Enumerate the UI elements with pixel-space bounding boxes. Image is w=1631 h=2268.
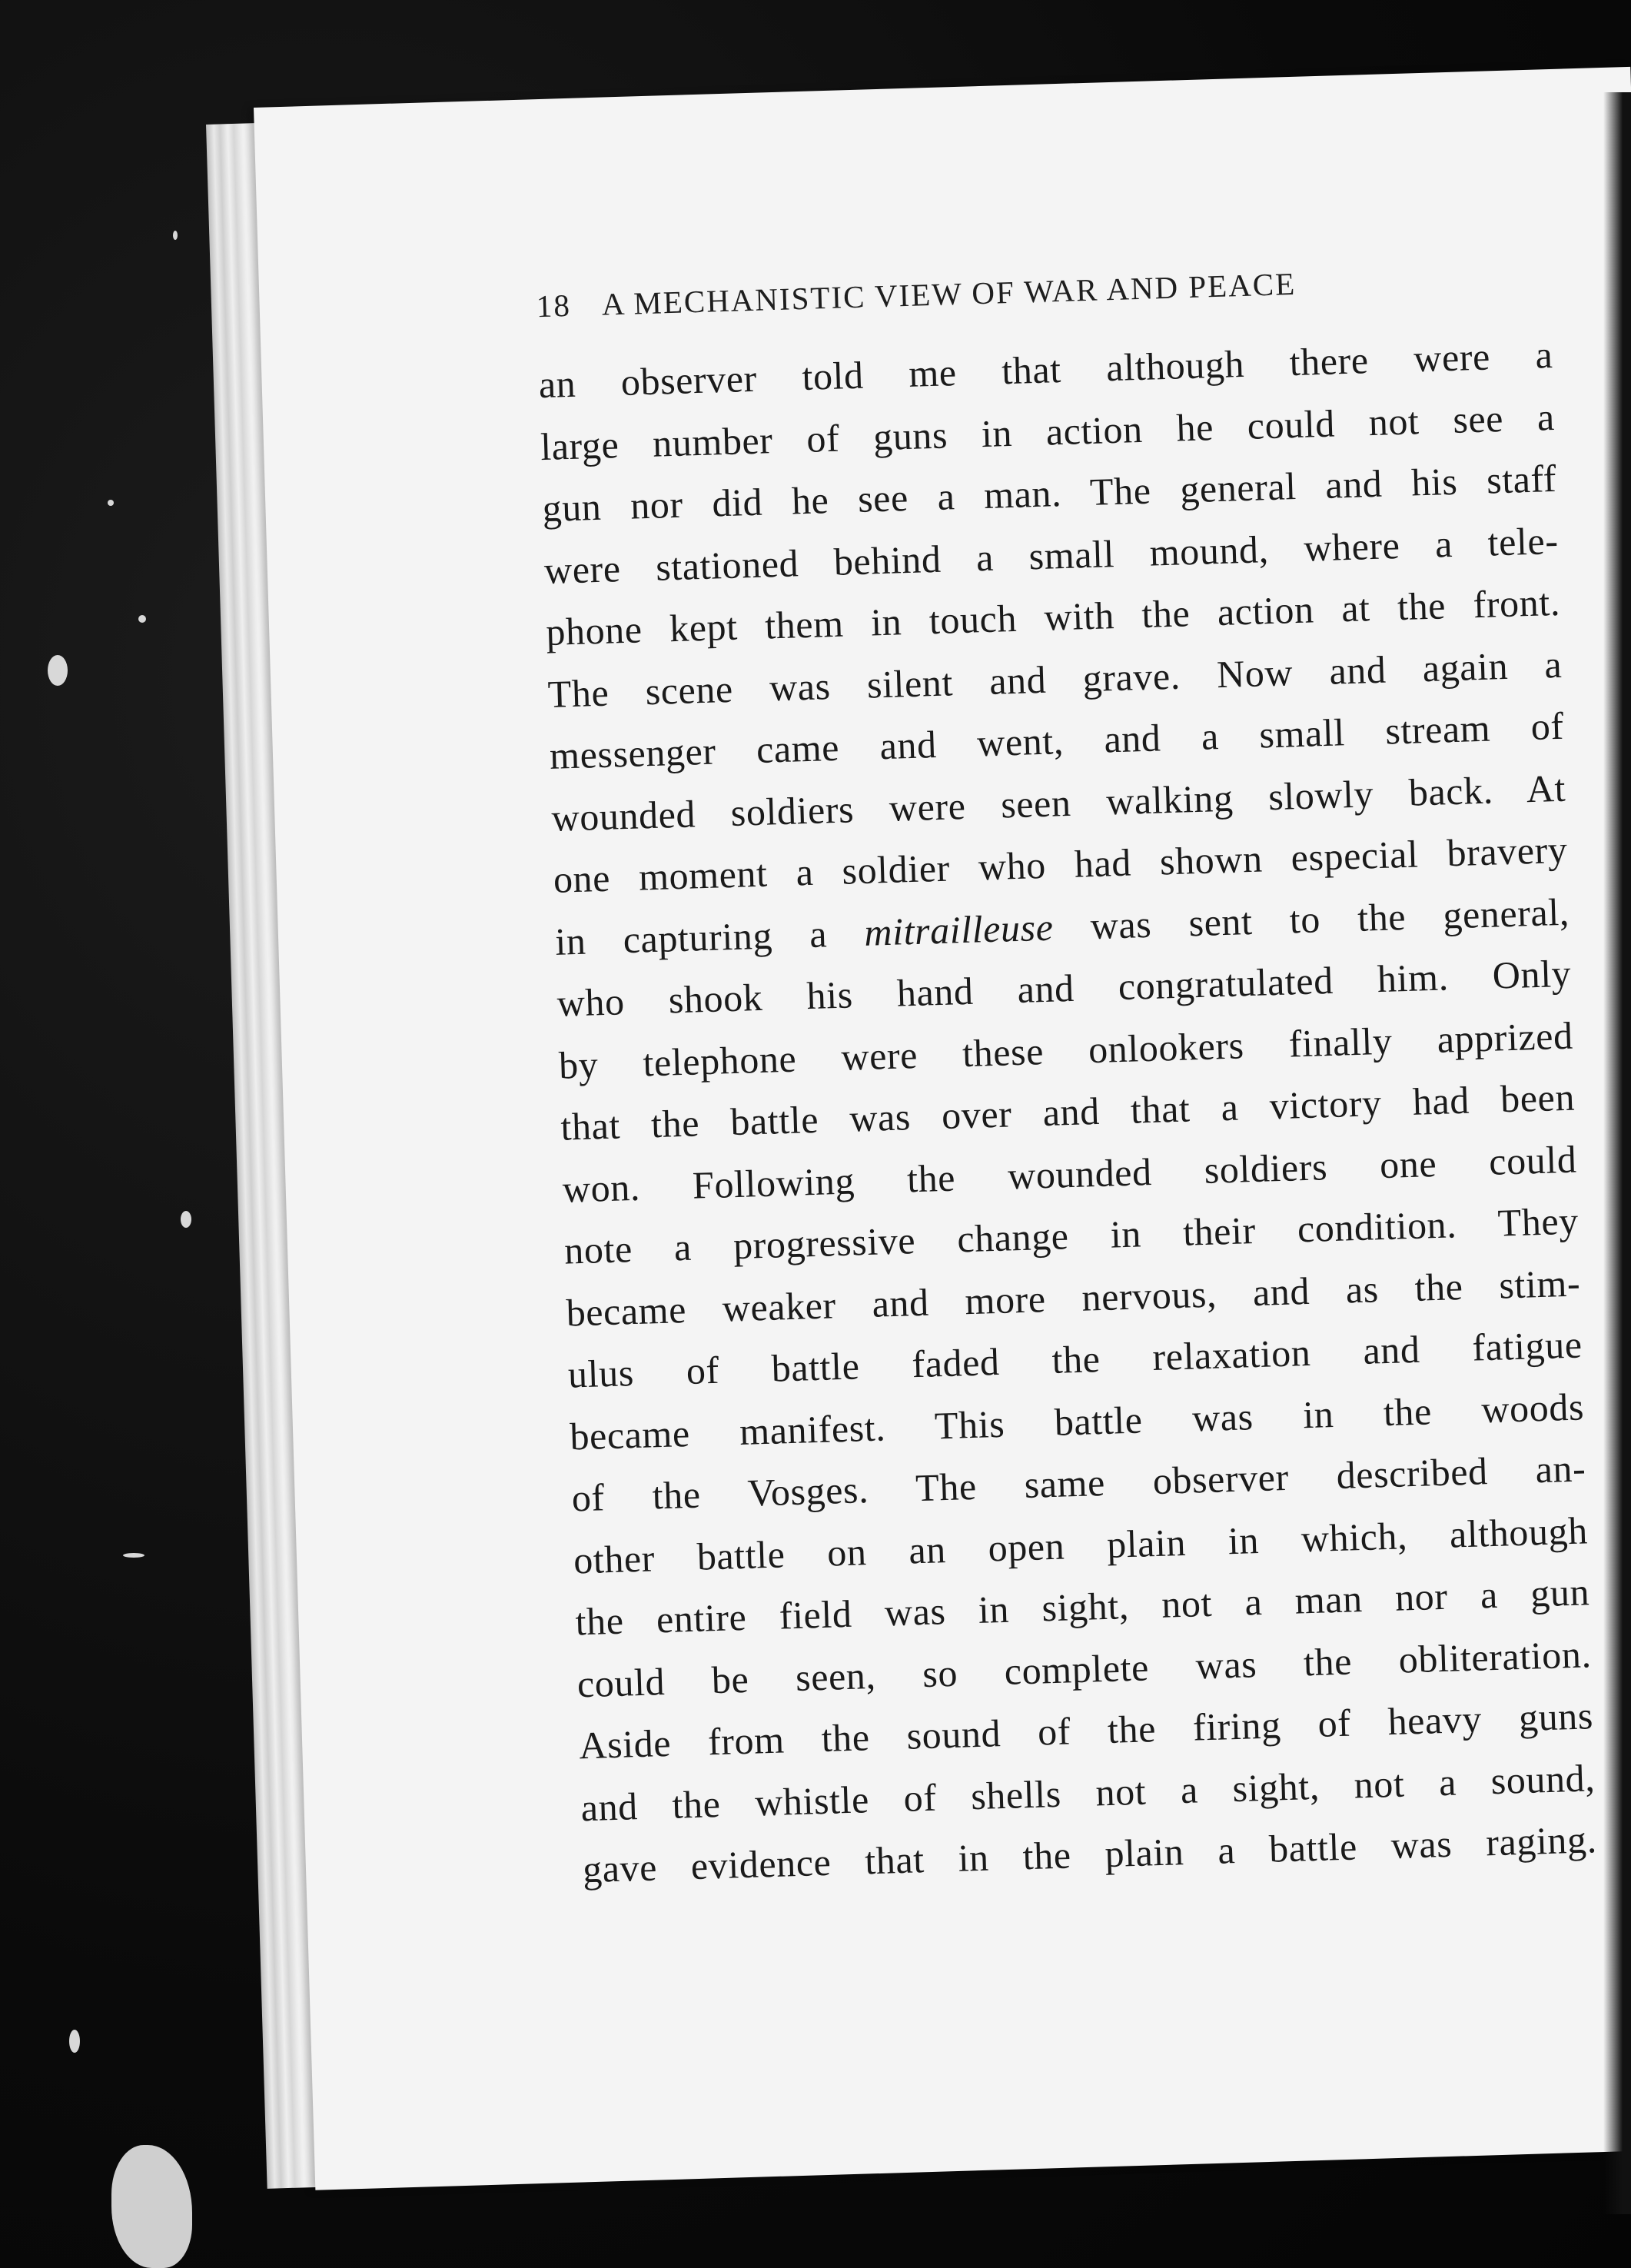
text-segment: was sent to the general, [1052,890,1570,949]
text-line: of the Vosges. The same observer described an- [571,1446,1587,1520]
italic-term: mitrailleuse [863,905,1055,954]
dust-speck [108,500,114,506]
text-line: Aside from the sound of the firing of heavy guns [578,1694,1594,1768]
dust-speck [123,1553,144,1558]
text-line: wounded soldiers were seen walking slowly back. At [550,766,1566,840]
text-line: messenger came and went, and a small stream of [549,703,1565,777]
dust-speck [173,231,178,240]
text-line: were stationed behind a small mound, where a tele- [543,518,1560,592]
text-line: won. Following the wounded soldiers one could [562,1137,1578,1211]
dust-speck [69,2030,80,2053]
text-line: could be seen, so complete was the obliteration. [576,1631,1593,1705]
running-title: A MECHANISTIC VIEW OF WAR AND PEACE [601,265,1297,322]
text-line: gave evidence that in the plain a battle was raging. [582,1817,1598,1891]
dust-speck [181,1211,191,1228]
dust-speck [111,2145,192,2268]
text-line: and the whistle of shells not a sight, not a sound, [580,1755,1596,1829]
running-head [536,258,1551,324]
text-line: by telephone were these onlookers finally apprized [558,1013,1574,1087]
book-page [254,67,1631,2190]
page-number: 18 [536,287,572,324]
text-line: The scene was silent and grave. Now and again a [546,642,1563,716]
text-line: one moment a soldier who had shown especial bravery [553,827,1569,901]
text-line: became manifest. This battle was in the woods [569,1384,1585,1458]
dust-speck [48,655,68,686]
text-line: gun nor did he see a man. The general and his staff [541,456,1557,530]
text-line: phone kept them in touch with the action at the front. [545,580,1561,654]
text-line: who shook his hand and congratulated him. Only [556,951,1572,1025]
body-text [538,324,1598,1901]
text-line: other battle on an open plain in which, although [573,1508,1589,1581]
text-line: note a progressive change in their condition. They [563,1199,1580,1272]
text-segment: in capturing a [554,910,865,963]
text-line: that the battle was over and that a victory had been [560,1075,1576,1149]
text-line: large number of guns in action he could not see a [540,394,1556,468]
dust-speck [138,615,146,623]
text-line: the entire field was in sight, not a man nor a gun [574,1570,1590,1644]
text-line: became weaker and more nervous, and as the stim- [565,1260,1581,1335]
scan-edge-shadow [1603,92,1631,2214]
text-line: an observer told me that although there were a [538,333,1554,407]
page-content [536,258,1598,1901]
text-line: ulus of battle faded the relaxation and fatigue [567,1322,1583,1396]
